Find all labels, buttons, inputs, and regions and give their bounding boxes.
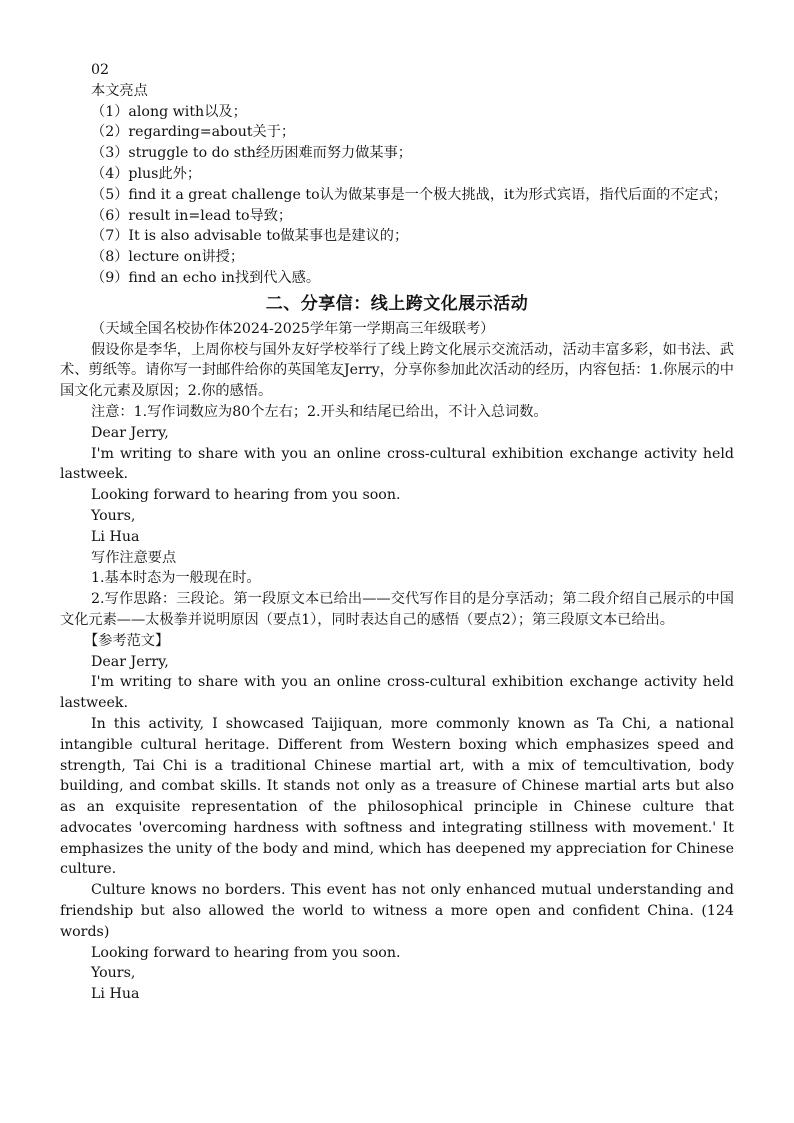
highlight-item: （7）It is also advisable to做某事也是建议的； <box>91 228 409 245</box>
highlight-item: （4）plus此外； <box>91 165 202 182</box>
letter-greeting: Dear Jerry, <box>91 424 169 441</box>
highlights-title: 本文亮点 <box>91 82 148 99</box>
highlight-item: （3）struggle to do sth经历困难而努力做某事； <box>91 145 412 162</box>
tips-point-2: 2.写作思路：三段论。第一段原文本已给出——交代写作目的是分享活动；第二段介绍自己展示的中国文化元素——太极拳并说明原因（要点1），同时表达自己的感悟（要点2）；第三段原文本已给出。 <box>60 591 734 628</box>
sample-opening: I'm writing to share with you an online cross-cultural exhibition exchange activity held lastweek. <box>60 674 734 712</box>
tips-title: 写作注意要点 <box>91 549 177 566</box>
document-page <box>60 60 734 1005</box>
letter-opening: I'm writing to share with you an online cross-cultural exhibition exchange activity held lastweek. <box>60 445 734 483</box>
sample-name: Li Hua <box>91 986 140 1003</box>
highlight-item: （8）lecture on讲授； <box>91 249 245 266</box>
sample-label: 【参考范文】 <box>84 632 170 649</box>
tips-point-1: 1.基本时态为一般现在时。 <box>91 570 261 587</box>
letter-signoff: Yours, <box>91 507 136 524</box>
section-number: 02 <box>91 62 110 78</box>
highlight-item: （5）find it a great challenge to认为做某事是一个极大挑战，it为形式宾语，指代后面的不定式； <box>91 186 728 203</box>
section-heading: 二、分享信：线上跨文化展示活动 <box>265 293 529 314</box>
sample-closing: Looking forward to hearing from you soon. <box>91 944 401 961</box>
highlight-item: （1）along with以及； <box>91 103 247 120</box>
exam-source: （天域全国名校协作体2024-2025学年第一学期高三年级联考） <box>91 320 495 337</box>
letter-closing: Looking forward to hearing from you soon. <box>91 487 401 504</box>
sample-signoff: Yours, <box>91 965 136 982</box>
letter-name: Li Hua <box>91 528 140 545</box>
highlight-item: （9）find an echo in找到代入感。 <box>91 269 321 286</box>
sample-body-2: Culture knows no borders. This event has not only enhanced mutual understanding and friendship but also allowed the world to witness a more open and confident China. (124 words) <box>60 882 734 940</box>
highlight-item: （6）result in=lead to导致； <box>91 207 293 224</box>
prompt-note: 注意：1.写作词数应为80个左右；2.开头和结尾已给出，不计入总词数。 <box>91 403 548 420</box>
sample-greeting: Dear Jerry, <box>91 653 169 670</box>
highlight-item: （2）regarding=about关于； <box>91 124 296 141</box>
writing-prompt: 假设你是李华，上周你校与国外友好学校举行了线上跨文化展示交流活动，活动丰富多彩，如书法、武术、剪纸等。请你写一封邮件给你的英国笔友Jerry，分享你参加此次活动的经历，内容包括：1.你展示的中国文化元素及原因；2.你的感悟。 <box>60 341 734 400</box>
sample-body-1: In this activity, I showcased Taijiquan, more commonly known as Ta Chi, a national intangible cultural heritage. Different from Western boxing which emphasizes speed and strength, Tai Chi is a traditional Chinese martial art, with a mix of temcultivation, body building, and combat skills. It stands not only as a treasure of Chinese martial arts but also as an exquisite representation of the philosophical principle in Chinese culture that advocates 'overcoming hardness with softness and integrating stillness with movement.' It emphasizes the unity of the body and mind, which has deepened my appreciation for Chinese culture. <box>60 715 734 878</box>
